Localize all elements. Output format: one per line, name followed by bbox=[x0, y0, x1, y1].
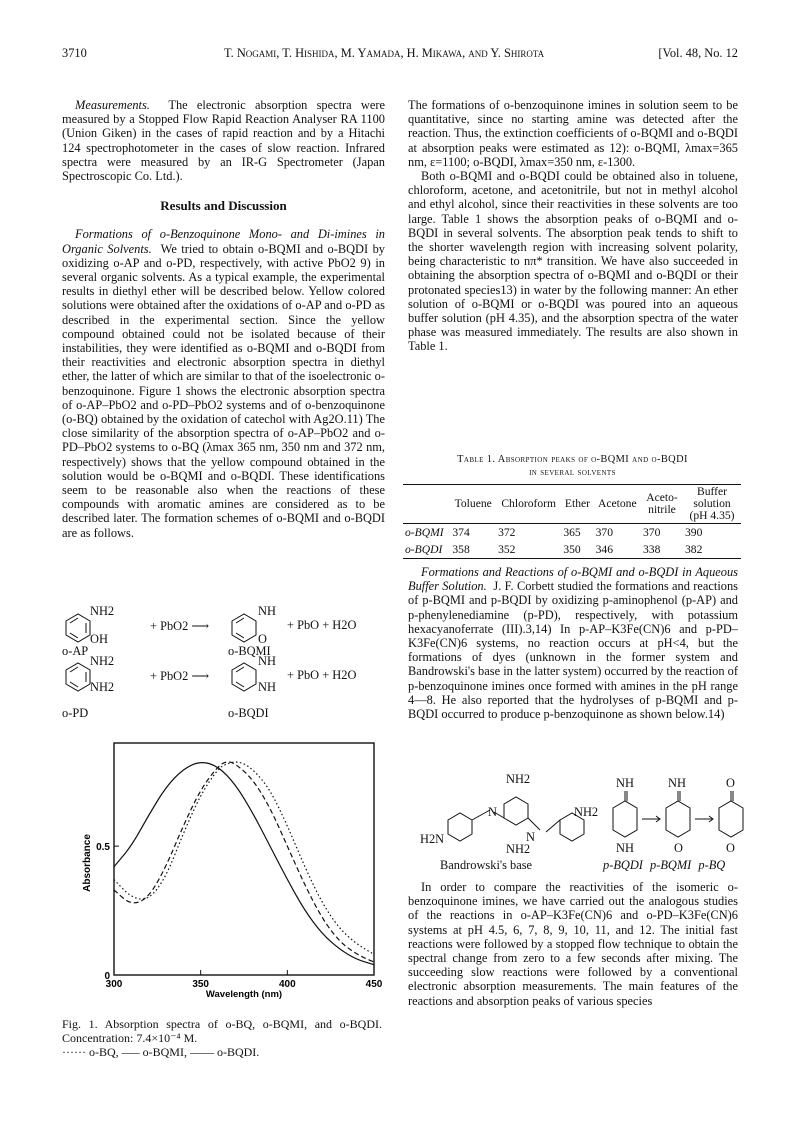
table-header-cell: Ether bbox=[564, 497, 591, 510]
absorption-peaks-table bbox=[403, 484, 741, 559]
ring-center bbox=[504, 797, 528, 825]
figure-legend-line: ······ o-BQ, ––– o-BQMI, —— o-BQDI. bbox=[62, 1045, 260, 1059]
substituent-o: O bbox=[258, 632, 267, 646]
ring-left bbox=[448, 813, 472, 841]
struct-o-1: O bbox=[726, 776, 735, 790]
table-cell: 350 bbox=[563, 543, 581, 556]
struct-nh-2: NH bbox=[668, 776, 686, 790]
aqueous-paragraph bbox=[408, 565, 738, 721]
substituent-nh-a: NH bbox=[258, 654, 276, 668]
y-tick-label: 0.5 bbox=[96, 842, 110, 854]
label-o-pd: o-PD bbox=[62, 706, 89, 720]
substituent-nh-b: NH bbox=[258, 680, 276, 694]
plot-frame bbox=[114, 743, 374, 975]
substituent-nh2: NH2 bbox=[90, 604, 115, 618]
table-cell: 365 bbox=[563, 526, 581, 539]
table-cell: o-BQDI bbox=[405, 543, 443, 556]
table-header-row bbox=[403, 485, 741, 524]
reaction2-products: + PbO + H2O bbox=[287, 668, 357, 682]
measurements-paragraph bbox=[62, 98, 385, 183]
left-column bbox=[62, 98, 385, 540]
table-cell: 358 bbox=[452, 543, 470, 556]
table-cell: 370 bbox=[595, 526, 614, 539]
table-cell: 346 bbox=[595, 543, 614, 556]
bandrowski-label: Bandrowski's base bbox=[440, 858, 533, 872]
label-o-bqdi: o-BQDI bbox=[228, 706, 269, 720]
measurements-label: Measurements. bbox=[75, 98, 150, 112]
axis-ticks bbox=[96, 842, 383, 990]
right-column-middle bbox=[408, 565, 738, 721]
substituent-oh: OH bbox=[90, 632, 108, 646]
table-cell: 374 bbox=[452, 526, 470, 539]
series-line-o-BQMI bbox=[114, 762, 374, 962]
struct-h2n: H2N bbox=[420, 832, 445, 846]
hydrolysis-labels: p-BQDI p-BQMI p-BQ bbox=[603, 858, 726, 872]
absorption-chart bbox=[62, 735, 392, 1000]
table-header-cell: Buffer solution (pH 4.35) bbox=[689, 485, 735, 522]
ring-p-bq bbox=[719, 801, 743, 837]
table-cell: 390 bbox=[685, 526, 703, 539]
struct-nh2-top: NH2 bbox=[506, 772, 531, 786]
struct-o-3: O bbox=[726, 841, 735, 855]
ring-p-bqdi bbox=[613, 801, 637, 837]
label-o-ap: o-AP bbox=[62, 644, 89, 658]
ring-p-bqmi bbox=[666, 801, 690, 837]
struct-nh2-bottom: NH2 bbox=[506, 842, 531, 856]
table-caption-line1: Table 1. Absorption peaks of o-BQMI and o-BQDI bbox=[457, 454, 688, 465]
figure-caption bbox=[62, 1017, 382, 1059]
journal-volume: [Vol. 48, No. 12 bbox=[658, 46, 738, 60]
struct-n-right: N bbox=[526, 830, 535, 844]
struct-n-left: N bbox=[488, 805, 497, 819]
figure-caption-text: Fig. 1. Absorption spectra of o-BQ, o-BQMI, and o-BQDI. Concentration: 7.4×10⁻⁴ M. bbox=[62, 1017, 382, 1045]
reaction2-oxidant: + PbO2 ⟶ bbox=[150, 669, 210, 683]
series-line-o-BQDI bbox=[114, 763, 374, 965]
table-header-cell: Chloroform bbox=[501, 497, 557, 510]
right-para-2: Both o-BQMI and o-BQDI could be obtained also in toluene, chloroform, acetone, and acetonitrile, but not in methyl alcohol and ethyl alcohol, since their reactivities in these solvents are too large. Table 1 shows the absorption peaks of o-BQMI and o-BQDI in several solvents. The absorption peak tends to shift to the shorter wavelength region with increasing solvent polarity, being characteristic to nπ* transition. We have also succeeded in obtaining the absorption spectra of o-BQMI and o-BQDI or their protonated species13) in water by the following manner: An ether solution of o-BQMI or o-BQDI was poured into an aqueous buffer solution (pH 4.35), and the absorption spectra of the water phase was measured immediately. The results are also shown in Table 1. bbox=[408, 169, 738, 354]
right-para-4: In order to compare the reactivities of the isomeric o-benzoquinone imines, we have carried out the analogous studies of the reactions in o-AP–K3Fe(CN)6 and o-PD–K3Fe(CN)6 systems at pH 4.5, 6, 7, 8, 9, 10, 11, and 12. The initial fast reactions were followed by a stopped flow technique to obtain the spectral change from zero to a few seconds after mixing. The succeeding slow reactions were followed by a conventional electronic absorption measurements. The main features of the reactions and absorption peaks of various species bbox=[408, 880, 738, 1008]
table-cell: 352 bbox=[498, 543, 516, 556]
substituent-nh: NH bbox=[258, 604, 276, 618]
formation-text: We tried to obtain o-BQMI and o-BQDI by oxidizing o-AP and o-PD, respectively, with active PbO2 9) in several organic solvents. As a typical example, the experimental results in diethyl ether will be described below. Yellow colored solutions were obtained after the oxidations of o-AP and o-PD as described in the experimental section. Since the yellow compound obtained could not be isolated because of their instabilities, they were identified as o-BQMI and o-BQDI from their reactivities and electronic absorption spectra in diethyl ether, the latter of which are similar to that of the isoelectronic o-benzoquinone. Figure 1 shows the electronic absorption spectra of o-AP–PbO2 and o-PD–PbO2 systems and of o-benzoquinone (o-BQ) obtained by the oxidation of catechol with Ag2O.11) The close similarity of the absorption spectra of o-AP–PbO2 and o-PD–PbO2 systems to o-BQ (λmax 365 nm, 350 nm and 372 nm, respectively) shows that the yellow compound obtained in the solution would be o-BQMI and o-BQDI. These identifications seem to be reasonable also when the reactions of these compounds with aromatic amines are considered as to be described later. The formation schemes of o-BQMI and o-BQDI are as follows. bbox=[62, 241, 385, 540]
table-cell: 382 bbox=[685, 543, 703, 556]
struct-nh-1: NH bbox=[616, 776, 634, 790]
aqueous-text: J. F. Corbett studied the formations and reactions of p-BQMI and p-BQDI by oxidizing p-aminophenol (p-AP) and p-phenylenediamine (p-PD), respectively, with potassium hexacyanoferrate (III).3,14) In p-AP–K3Fe(CN)6 and p-PD–K3Fe(CN)6 systems, no reaction occurs at pH<4, but the formations of dyes (unknown in the former system and Bandrowski's base in the latter system) occurred by the reaction of p-benzoquinone imines once formed with amines in the pH range 4—8. He also reported that the hydrolyses of p-BQMI and p-BQDI occurred to produce p-benzoquinone as shown below.14) bbox=[408, 579, 738, 722]
x-tick-label: 350 bbox=[192, 979, 210, 990]
page-number: 3710 bbox=[62, 46, 87, 60]
struct-nh2-right: NH2 bbox=[574, 805, 599, 819]
x-axis-label: Wavelength (nm) bbox=[205, 989, 283, 1000]
measurements-text: The electronic absorption spectra were measured by a Stopped Flow Rapid Reaction Analyser RA 1100 (Union Giken) in the cases of rapid reaction and by a Hitachi 124 spectrophotometer in the cases of slow reaction. Infrared spectra were measured by an IR-G Spectrometer (Japan Spectroscopic Co. Ltd.). bbox=[62, 98, 386, 184]
reaction1-oxidant: + PbO2 ⟶ bbox=[150, 619, 210, 633]
reaction1-products: + PbO + H2O bbox=[287, 618, 357, 632]
subsection-title: Formations of o-Benzoquinone Mono- and Di-imines in Organic Solvents. bbox=[62, 227, 385, 256]
table-cell: o-BQMI bbox=[405, 526, 444, 539]
right-column-bottom bbox=[408, 880, 738, 1008]
substituent-nh2-a: NH2 bbox=[90, 654, 115, 668]
x-tick-label: 400 bbox=[278, 979, 296, 990]
table-row bbox=[403, 541, 741, 559]
table-header-cell: Toluene bbox=[454, 497, 492, 510]
series-lines bbox=[114, 762, 374, 965]
struct-nh-3: NH bbox=[616, 841, 634, 855]
author-line: T. Nogami, T. Hishida, M. Yamada, H. Mikawa, and Y. Shirota bbox=[224, 46, 545, 60]
right-column-top bbox=[408, 98, 738, 354]
substituent-nh2-b: NH2 bbox=[90, 680, 115, 694]
table-cell: 338 bbox=[643, 543, 661, 556]
y-axis-label: Absorbance bbox=[82, 834, 93, 892]
section-title: Results and Discussion bbox=[160, 198, 287, 214]
x-tick-label: 450 bbox=[365, 979, 383, 990]
table-row bbox=[403, 524, 741, 542]
table-cell: 372 bbox=[498, 526, 516, 539]
structures-drawing bbox=[408, 778, 748, 868]
label-o-bqmi: o-BQMI bbox=[228, 644, 271, 658]
struct-o-2: O bbox=[674, 841, 683, 855]
right-para-1: The formations of o-benzoquinone imines in solution seem to be quantitative, since no starting amine was detected after the reaction. Thus, the extinction coefficients of o-BQMI and o-BQDI at absorption peaks were estimated as 12): o-BQMI, λmax=365 nm, ε=1100; o-BQDI, λmax=350 nm, ε-1300. bbox=[408, 98, 738, 169]
aqueous-subsection-title: Formations and Reactions of o-BQMI and o-BQDI in Aqueous Buffer Solution. bbox=[408, 565, 738, 594]
series-line-o-BQ bbox=[114, 762, 374, 954]
table-header-cell: Acetone bbox=[597, 497, 637, 510]
table-header-cell: Aceto-nitrile bbox=[646, 491, 678, 516]
formation-paragraph bbox=[62, 227, 385, 539]
y-tick-label: 0 bbox=[104, 971, 110, 982]
table-caption bbox=[400, 453, 745, 479]
x-tick-label: 300 bbox=[105, 979, 123, 990]
table-caption-line2: in several solvents bbox=[529, 467, 616, 478]
reaction-scheme bbox=[62, 598, 392, 693]
table-cell: 370 bbox=[643, 526, 661, 539]
table-header-cell bbox=[403, 485, 450, 524]
